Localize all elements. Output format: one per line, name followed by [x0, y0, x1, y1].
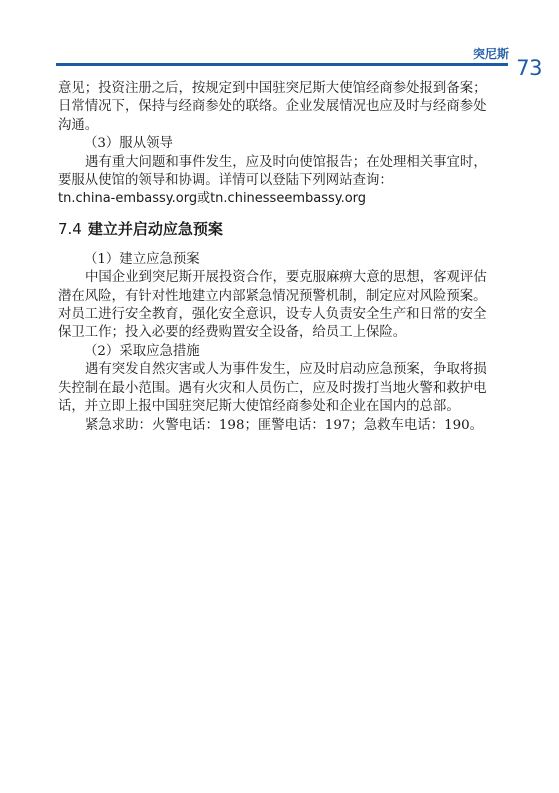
paragraph-line: 话，并立即上报中国驻突尼斯大使馆经商参处和企业在国内的总部。 [58, 399, 460, 415]
subheading-establish-plan: （1）建立应急预案 [84, 251, 200, 267]
embassy-website-line[interactable]: tn.china-embassy.org或tn.chinesseembassy.org [58, 191, 367, 207]
header-country-name: 突尼斯 [472, 47, 509, 61]
paragraph-line: 对员工进行安全教育，强化安全意识，设专人负责安全生产和日常的安全 [58, 307, 487, 323]
page-number: 73 [516, 56, 542, 80]
paragraph-line: 遇有重大问题和事件发生，应及时向使馆报告；在处理相关事宜时， [85, 154, 487, 170]
section-number: 7.4 [58, 219, 82, 238]
paragraph-line: 潜在风险，有针对性地建立内部紧急情况预警机制，制定应对风险预案。 [58, 288, 487, 304]
page-body [58, 80, 506, 435]
subheading-obey-leadership: （3）服从领导 [84, 136, 173, 152]
paragraph-line: 沟通。 [58, 117, 99, 133]
paragraph-line: 保卫工作；投入必要的经费购置安全设备，给员工上保险。 [58, 325, 407, 341]
section-heading [58, 219, 506, 239]
paragraph-line: 失控制在最小范围。遇有火灾和人员伤亡，应及时拨打当地火警和救护电 [58, 380, 487, 396]
section-title: 建立并启动应急预案 [87, 219, 223, 238]
paragraph-line: 日常情况下，保持与经商参处的联络。企业发展情况也应及时与经商参处 [58, 99, 487, 115]
paragraph-line: 要服从使馆的领导和协调。详情可以登陆下列网站查询： [58, 173, 393, 189]
emergency-numbers-line: 紧急求助：火警电话：198；匪警电话：197；急救车电话：190。 [85, 417, 484, 433]
paragraph-line: 意见；投资注册之后，按规定到中国驻突尼斯大使馆经商参处报到备案； [58, 81, 487, 96]
paragraph-line: 遇有突发自然灾害或人为事件发生，应及时启动应急预案，争取将损 [85, 362, 487, 378]
header-rule [56, 63, 508, 66]
subheading-emergency-measures: （2）采取应急措施 [84, 343, 200, 359]
paragraph-line: 中国企业到突尼斯开展投资合作，要克服麻痹大意的思想，客观评估 [85, 270, 487, 286]
